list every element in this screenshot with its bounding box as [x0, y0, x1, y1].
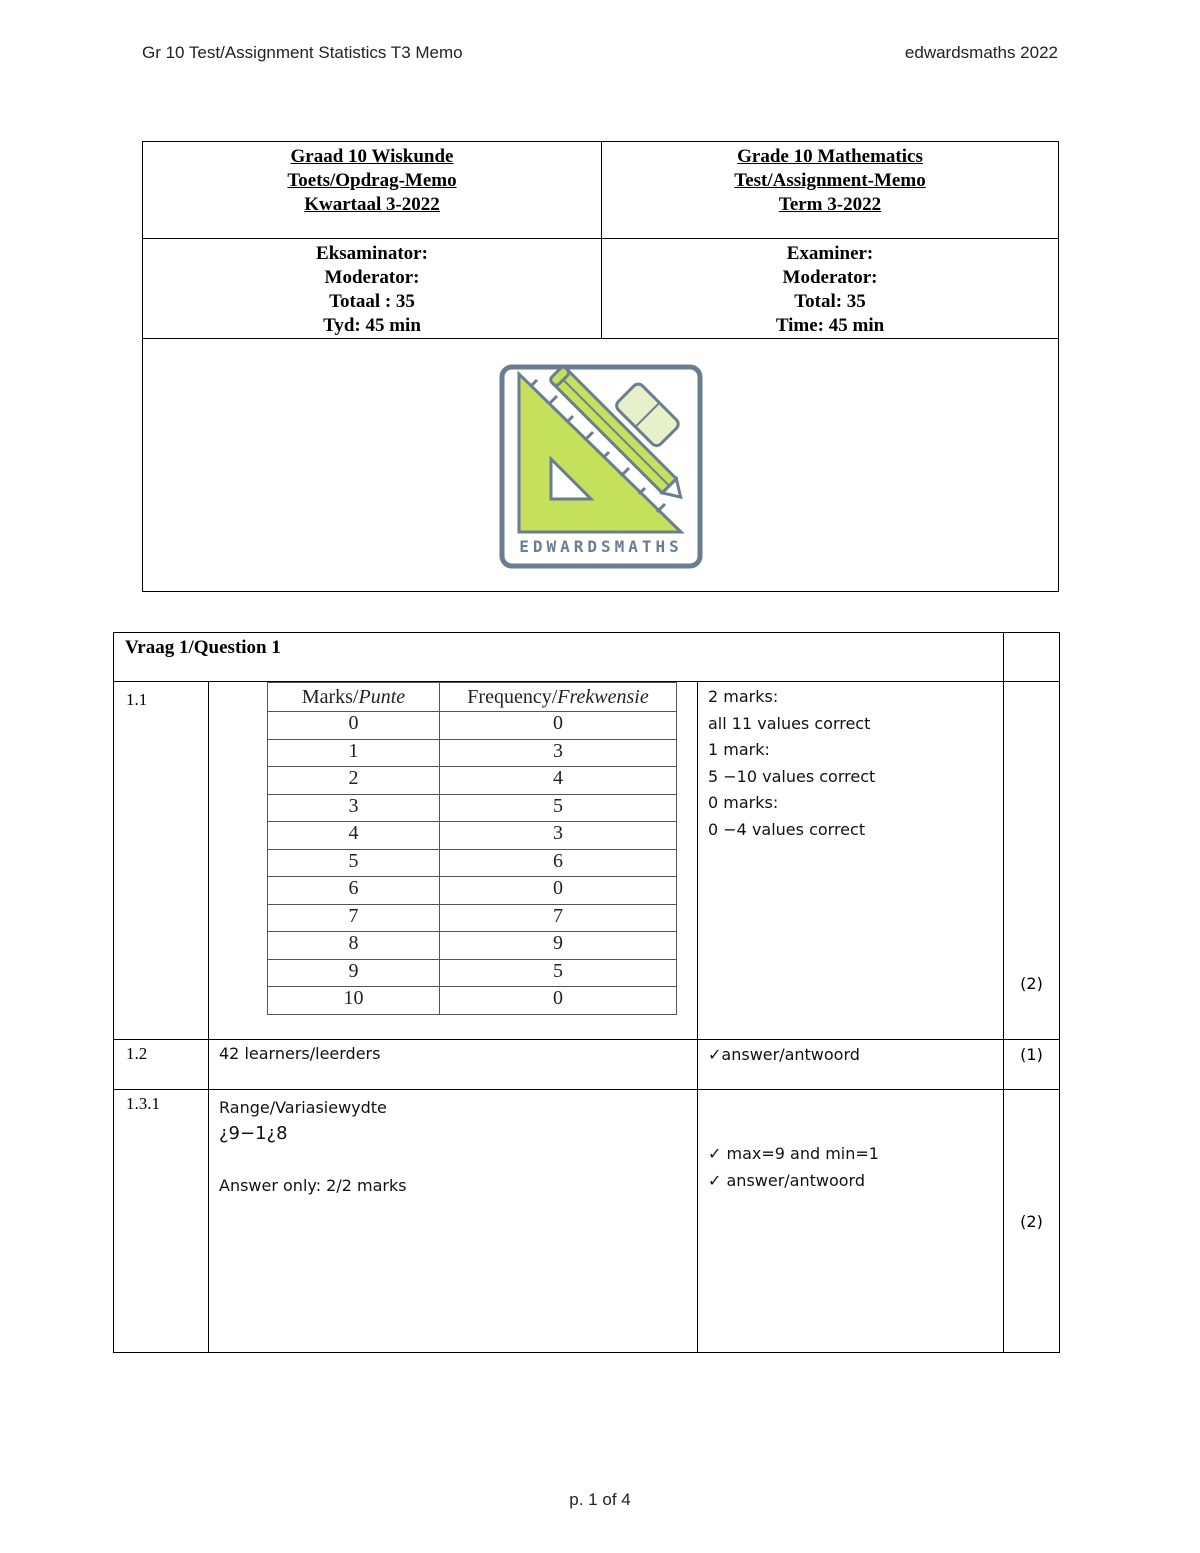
header-right: edwardsmaths 2022	[904, 43, 1058, 62]
table-row	[268, 959, 677, 987]
q1-1-marks: (2)	[1020, 974, 1043, 993]
criteria-line: all 11 values correct	[708, 713, 871, 733]
afr-moderator: Moderator:	[324, 267, 420, 288]
cover-english-info	[602, 239, 1059, 339]
q1-3-1-answer-only: Answer only: 2/2 marks	[219, 1176, 407, 1195]
frequency-cell: 5	[440, 959, 677, 987]
q1-3-1-number-cell	[114, 1090, 209, 1353]
cover-english-title	[602, 142, 1059, 239]
frequency-cell: 4	[440, 767, 677, 795]
q1-1-criteria	[698, 682, 1003, 843]
page-footer: p. 1 of 4	[569, 1490, 631, 1509]
afr-line3: Kwartaal 3-2022	[304, 194, 440, 215]
table-row	[268, 987, 677, 1015]
frequency-cell: 3	[440, 822, 677, 850]
marks-cell: 8	[268, 932, 440, 960]
q1-2-number: 1.2	[126, 1044, 148, 1063]
frequency-cell: 5	[440, 794, 677, 822]
logo-cell	[143, 339, 1059, 592]
q1-3-1-marks: (2)	[1020, 1212, 1043, 1231]
frequency-table	[267, 682, 677, 1015]
table-row	[268, 932, 677, 960]
marks-cell: 9	[268, 959, 440, 987]
criteria-line: 2 marks:	[708, 687, 779, 706]
q1-2-criteria-cell	[698, 1040, 1004, 1090]
criteria-line: 0 −4 values correct	[708, 819, 866, 839]
eng-total: Total: 35	[794, 291, 866, 312]
q1-2-answer-cell	[209, 1040, 698, 1090]
q1-3-1-marks-cell	[1004, 1090, 1060, 1353]
cover-afrikaans-title	[143, 142, 602, 239]
marks-cell: 0	[268, 712, 440, 740]
title-marks-cell	[1004, 633, 1060, 682]
table-row	[268, 849, 677, 877]
marks-cell: 4	[268, 822, 440, 850]
eng-line3: Term 3-2022	[778, 194, 882, 215]
q1-3-1-range-label: Range/Variasiewydte	[219, 1098, 387, 1117]
marks-cell: 2	[268, 767, 440, 795]
eng-line1: Grade 10 Mathematics	[737, 146, 923, 167]
q1-1-number: 1.1	[126, 690, 148, 709]
eng-examiner: Examiner:	[786, 243, 874, 264]
header-left: Gr 10 Test/Assignment Statistics T3 Memo	[142, 43, 463, 62]
criteria-line: 0 marks:	[708, 793, 779, 812]
q1-3-1-number: 1.3.1	[126, 1094, 160, 1113]
frequency-cell: 0	[440, 877, 677, 905]
table-row	[268, 739, 677, 767]
eng-time: Time: 45 min	[775, 315, 885, 336]
question-title: Vraag 1/Question 1	[125, 637, 281, 658]
marks-cell: 1	[268, 739, 440, 767]
eng-moderator: Moderator:	[782, 267, 878, 288]
question-table	[113, 632, 1060, 1353]
frequency-cell: 0	[440, 712, 677, 740]
q1-3-1-criteria-cell	[698, 1090, 1004, 1353]
frequency-cell: 3	[440, 739, 677, 767]
frequency-cell: 9	[440, 932, 677, 960]
frequency-cell: 7	[440, 904, 677, 932]
afr-line2: Toets/Opdrag-Memo	[287, 170, 457, 191]
table-row	[268, 904, 677, 932]
afr-total: Totaal : 35	[329, 291, 415, 312]
q1-3-1-criteria-1: ✓ max=9 and min=1	[708, 1144, 879, 1163]
q1-2-criteria: ✓answer/antwoord	[708, 1045, 860, 1064]
eng-line2: Test/Assignment-Memo	[734, 170, 926, 191]
frequency-cell: 0	[440, 987, 677, 1015]
cover-table	[142, 141, 1059, 592]
criteria-line: 1 mark:	[708, 740, 770, 759]
q1-1-marks-cell	[1004, 682, 1060, 1040]
q1-1-table-cell	[209, 682, 698, 1040]
table-row	[268, 767, 677, 795]
frequency-header: Frequency/Frekwensie	[440, 683, 677, 712]
marks-cell: 6	[268, 877, 440, 905]
q1-3-1-criteria-2: ✓ answer/antwoord	[708, 1171, 866, 1190]
table-row	[268, 822, 677, 850]
afr-examiner: Eksaminator:	[316, 243, 428, 264]
marks-header: Marks/Punte	[268, 683, 440, 712]
q1-3-1-answer-cell	[209, 1090, 698, 1353]
marks-cell: 7	[268, 904, 440, 932]
q1-1-number-cell	[114, 682, 209, 1040]
q1-2-answer: 42 learners/leerders	[219, 1044, 381, 1063]
marks-cell: 3	[268, 794, 440, 822]
marks-cell: 10	[268, 987, 440, 1015]
question-title-cell	[114, 633, 1004, 682]
table-row	[268, 794, 677, 822]
table-row	[268, 712, 677, 740]
q1-2-marks: (1)	[1020, 1045, 1043, 1064]
marks-cell: 5	[268, 849, 440, 877]
q1-2-marks-cell	[1004, 1040, 1060, 1090]
criteria-line: 5 −10 values correct	[708, 766, 876, 786]
afr-time: Tyd: 45 min	[323, 315, 421, 336]
afr-line1: Graad 10 Wiskunde	[290, 146, 454, 167]
q1-3-1-calculation: ¿9−1¿8	[219, 1123, 288, 1144]
logo-text: EDWARDSMATHS	[519, 537, 683, 556]
cover-afrikaans-info	[143, 239, 602, 339]
edwardsmaths-logo	[499, 364, 703, 569]
table-row	[268, 877, 677, 905]
q1-2-number-cell	[114, 1040, 209, 1090]
frequency-cell: 6	[440, 849, 677, 877]
q1-1-criteria-cell	[698, 682, 1004, 1040]
